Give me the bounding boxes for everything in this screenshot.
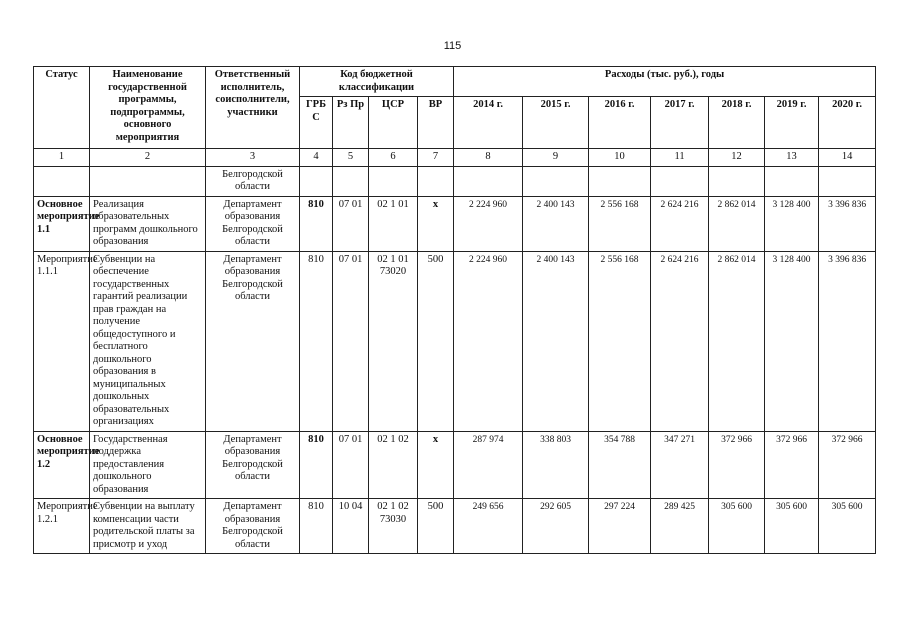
header-name: Наименование государственной программы, подпрограммы, основного мероприятия — [90, 67, 206, 149]
row-grbs: 810 — [300, 431, 333, 499]
row-value: 287 974 — [454, 431, 523, 499]
row-name: Субвенции на выплату компенсации части родительской платы за присмотр и уход — [90, 499, 206, 554]
table-row — [34, 499, 876, 554]
row-responsible: Департамент образования Белгородской области — [206, 196, 300, 251]
row-value: 2 556 168 — [589, 196, 651, 251]
column-number: 2 — [90, 149, 206, 167]
column-number: 3 — [206, 149, 300, 167]
header-year: 2017 г. — [651, 97, 709, 149]
row-status: Основное мероприятие 1.1 — [34, 196, 90, 251]
row-value: 338 803 — [523, 431, 589, 499]
header-expenses: Расходы (тыс. руб.), годы — [454, 67, 876, 97]
header-rzpr: Рз Пр — [333, 97, 369, 149]
row-value: 2 224 960 — [454, 251, 523, 431]
row-value: 249 656 — [454, 499, 523, 554]
row-value: 372 966 — [765, 431, 819, 499]
row-responsible: Департамент образования Белгородской области — [206, 499, 300, 554]
row-value: 2 862 014 — [709, 196, 765, 251]
page-number: 115 — [443, 40, 462, 52]
continuation-responsible: Белгородской области — [206, 166, 300, 196]
header-responsible: Ответственный исполнитель, соисполнители, участники — [206, 67, 300, 149]
table-row — [34, 196, 876, 251]
column-number: 5 — [333, 149, 369, 167]
column-number: 4 — [300, 149, 333, 167]
row-rzpr: 07 01 — [333, 251, 369, 431]
row-csr: 02 1 02 73030 — [369, 499, 418, 554]
column-number: 1 — [34, 149, 90, 167]
row-value: 305 600 — [819, 499, 876, 554]
header-status: Статус — [34, 67, 90, 149]
column-number: 7 — [418, 149, 454, 167]
row-value: 3 396 836 — [819, 251, 876, 431]
row-rzpr: 07 01 — [333, 196, 369, 251]
header-grbs: ГРБ С — [300, 97, 333, 149]
row-grbs: 810 — [300, 251, 333, 431]
row-value: 2 862 014 — [709, 251, 765, 431]
row-rzpr: 07 01 — [333, 431, 369, 499]
row-status: Мероприятие 1.2.1 — [34, 499, 90, 554]
row-value: 2 224 960 — [454, 196, 523, 251]
row-vr: 500 — [418, 251, 454, 431]
row-csr: 02 1 01 — [369, 196, 418, 251]
table-row — [34, 431, 876, 499]
row-value: 372 966 — [709, 431, 765, 499]
row-grbs: 810 — [300, 499, 333, 554]
row-vr: 500 — [418, 499, 454, 554]
column-number: 14 — [819, 149, 876, 167]
row-name: Реализация образовательных программ дошкольного образования — [90, 196, 206, 251]
column-number: 9 — [523, 149, 589, 167]
header-year: 2014 г. — [454, 97, 523, 149]
row-value: 3 396 836 — [819, 196, 876, 251]
continuation-row — [34, 166, 876, 196]
header-row-1 — [34, 67, 876, 97]
row-value: 2 400 143 — [523, 196, 589, 251]
row-csr: 02 1 02 — [369, 431, 418, 499]
row-value: 289 425 — [651, 499, 709, 554]
row-value: 3 128 400 — [765, 251, 819, 431]
row-responsible: Департамент образования Белгородской области — [206, 251, 300, 431]
header-vr: ВР — [418, 97, 454, 149]
header-year: 2015 г. — [523, 97, 589, 149]
row-vr: х — [418, 196, 454, 251]
row-value: 297 224 — [589, 499, 651, 554]
column-number: 12 — [709, 149, 765, 167]
row-responsible: Департамент образования Белгородской области — [206, 431, 300, 499]
column-number: 8 — [454, 149, 523, 167]
row-grbs: 810 — [300, 196, 333, 251]
row-value: 305 600 — [765, 499, 819, 554]
header-year: 2020 г. — [819, 97, 876, 149]
row-status: Основное мероприятие 1.2 — [34, 431, 90, 499]
row-name: Субвенции на обеспечение государственных гарантий реализации прав граждан на получение общедоступного и бесплатного дошкольного образования в муниципальных дошкольных образовательных организациях — [90, 251, 206, 431]
column-number-row — [34, 149, 876, 167]
column-number: 13 — [765, 149, 819, 167]
row-value: 2 624 216 — [651, 196, 709, 251]
row-value: 292 605 — [523, 499, 589, 554]
row-vr: х — [418, 431, 454, 499]
row-value: 2 556 168 — [589, 251, 651, 431]
header-year: 2019 г. — [765, 97, 819, 149]
column-number: 6 — [369, 149, 418, 167]
row-value: 3 128 400 — [765, 196, 819, 251]
row-rzpr: 10 04 — [333, 499, 369, 554]
row-value: 354 788 — [589, 431, 651, 499]
row-csr: 02 1 01 73020 — [369, 251, 418, 431]
header-budget-code: Код бюджетной классификации — [300, 67, 454, 97]
row-name: Государственная поддержка предоставления дошкольного образования — [90, 431, 206, 499]
column-number: 11 — [651, 149, 709, 167]
row-value: 305 600 — [709, 499, 765, 554]
row-value: 372 966 — [819, 431, 876, 499]
header-year: 2016 г. — [589, 97, 651, 149]
header-csr: ЦСР — [369, 97, 418, 149]
budget-table — [33, 66, 876, 554]
row-status: Мероприятие 1.1.1 — [34, 251, 90, 431]
column-number: 10 — [589, 149, 651, 167]
row-value: 2 624 216 — [651, 251, 709, 431]
table-row — [34, 251, 876, 431]
row-value: 347 271 — [651, 431, 709, 499]
header-year: 2018 г. — [709, 97, 765, 149]
row-value: 2 400 143 — [523, 251, 589, 431]
